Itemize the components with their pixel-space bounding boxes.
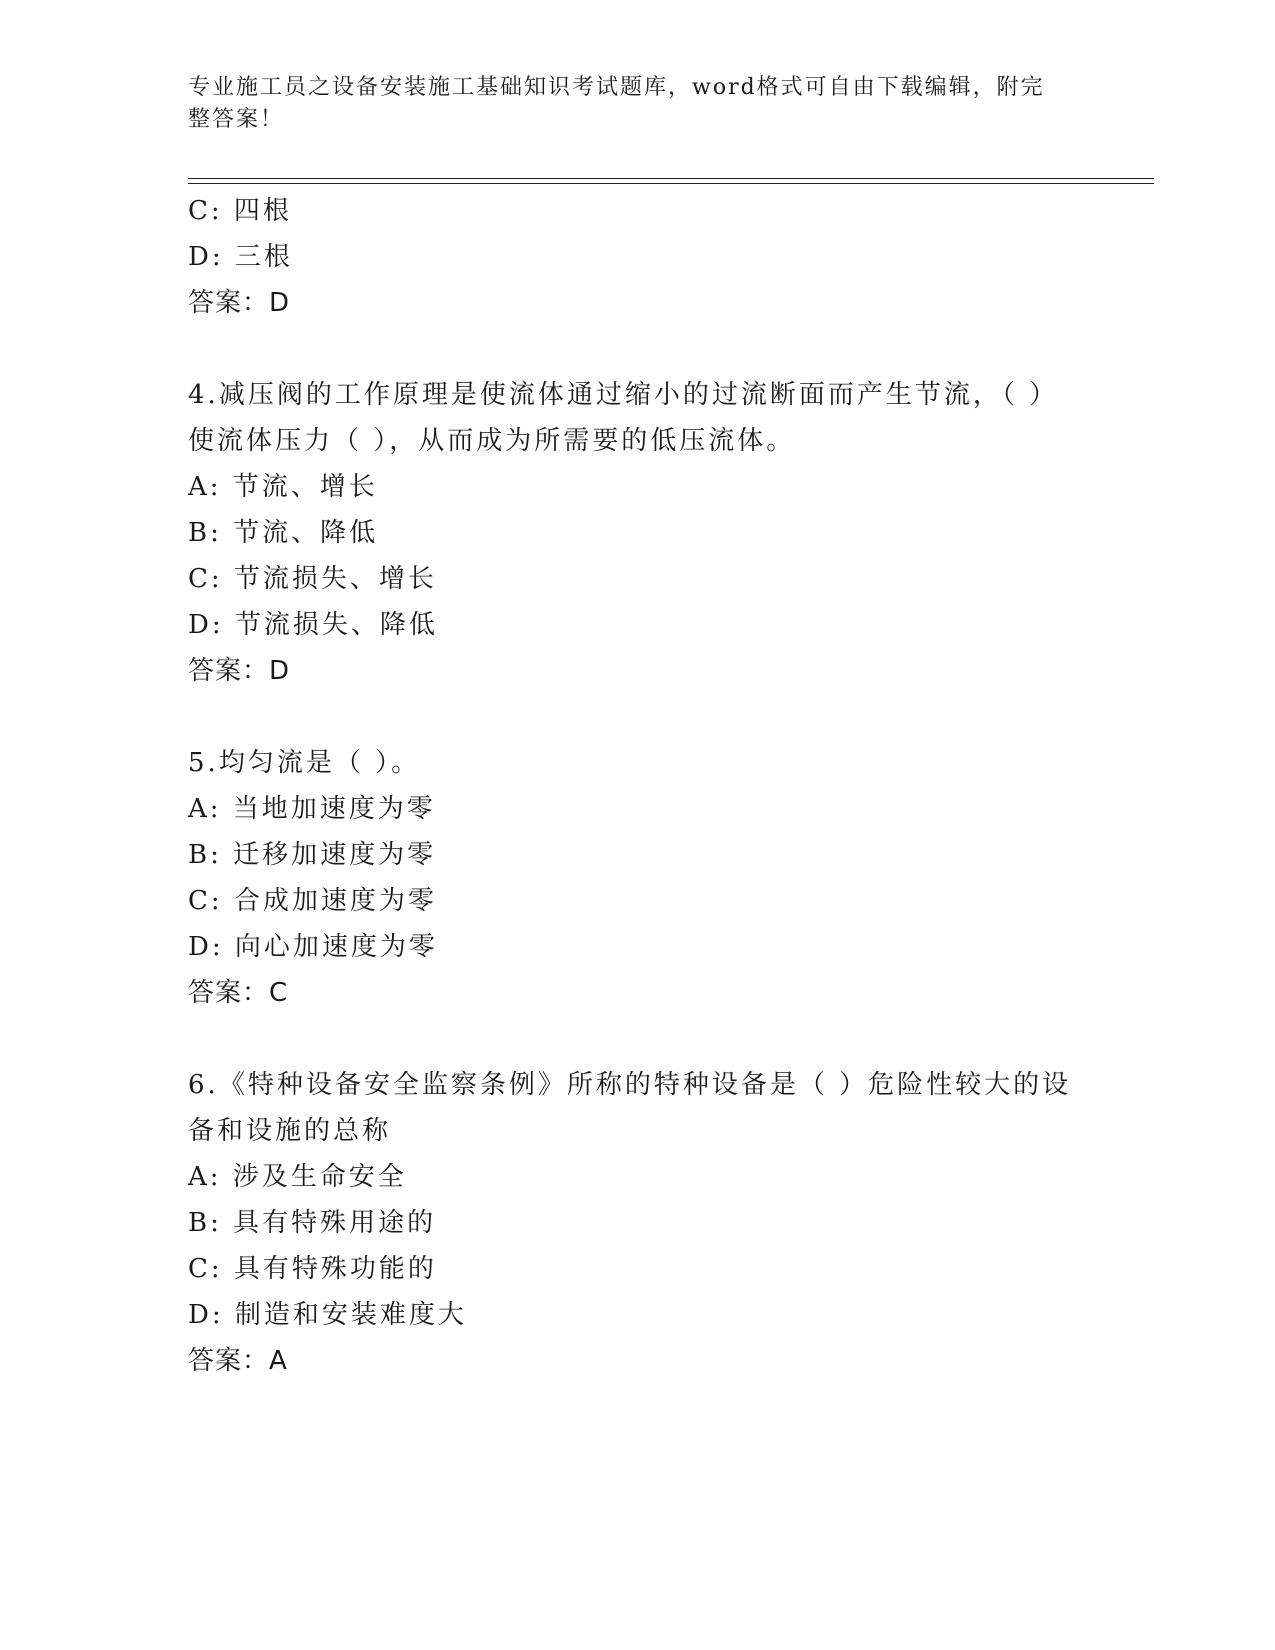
spacer <box>188 694 1088 740</box>
question-number: 6. <box>188 1070 219 1100</box>
question-stem-line: 备和设施的总称 <box>188 1116 392 1146</box>
option-b: B: 迁移加速度为零 <box>188 840 437 870</box>
question-stem-line <box>188 1062 1088 1108</box>
answer-line: 答案：D <box>188 288 291 318</box>
question-5 <box>188 740 1088 1016</box>
header-divider-top <box>188 178 1154 179</box>
option-d: D: 向心加速度为零 <box>188 932 438 962</box>
question-number: 4. <box>188 380 219 410</box>
answer-line: 答案：D <box>188 656 291 686</box>
option-b: B: 具有特殊用途的 <box>188 1208 437 1238</box>
option-b: B: 节流、降低 <box>188 518 379 548</box>
option-d: D: 三根 <box>188 242 293 272</box>
option-c: C: 四根 <box>188 196 292 226</box>
answer-line: 答案：A <box>188 1346 288 1376</box>
header-divider-bottom <box>188 183 1154 184</box>
spacer <box>188 326 1088 372</box>
question-6 <box>188 1062 1088 1384</box>
document-header <box>188 72 1068 136</box>
question-stem-text: 均匀流是（ ）。 <box>218 748 421 778</box>
question-number: 5. <box>188 748 219 778</box>
question-list <box>188 188 1088 1384</box>
question-stem-line <box>188 372 1088 418</box>
question-stem-line: 使流体压力（ ），从而成为所需要的低压流体。 <box>188 426 796 456</box>
option-a: A: 涉及生命安全 <box>188 1162 407 1192</box>
option-a: A: 当地加速度为零 <box>188 794 436 824</box>
question-stem-text: 减压阀的工作原理是使流体通过缩小的过流断面而产生节流，（ ） <box>218 380 1059 410</box>
spacer <box>188 1016 1088 1062</box>
option-a: A: 节流、增长 <box>188 472 378 502</box>
partial-question <box>188 188 1088 326</box>
option-d: D: 制造和安装难度大 <box>188 1300 467 1330</box>
answer-line: 答案：C <box>188 978 289 1008</box>
option-c: C: 合成加速度为零 <box>188 886 437 916</box>
question-stem-line <box>188 740 1088 786</box>
option-c: C: 节流损失、增长 <box>188 564 437 594</box>
question-4 <box>188 372 1088 694</box>
option-d: D: 节流损失、降低 <box>188 610 438 640</box>
header-title: 专业施工员之设备安装施工基础知识考试题库，word格式可自由下载编辑，附完整答案！ <box>188 75 1045 132</box>
option-c: C: 具有特殊功能的 <box>188 1254 437 1284</box>
question-stem-text: 《特种设备安全监察条例》所称的特种设备是（ ）危险性较大的设 <box>218 1070 1072 1100</box>
